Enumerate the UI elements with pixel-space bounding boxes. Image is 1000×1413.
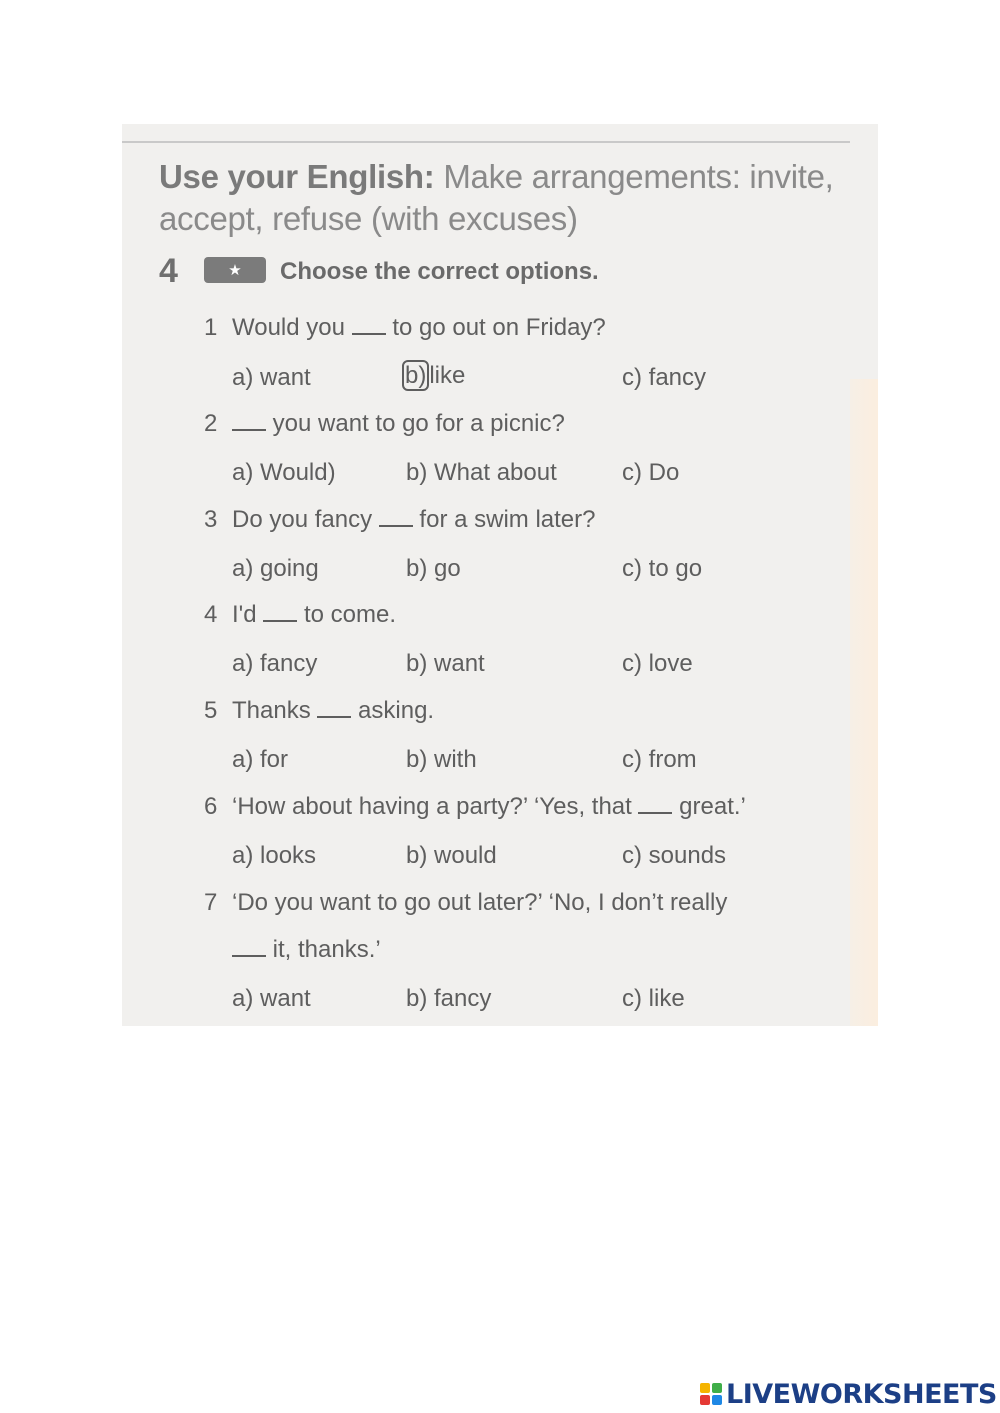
option-c[interactable]: c) from: [622, 746, 697, 773]
option-b[interactable]: b) want: [406, 650, 485, 677]
circled-answer: b): [402, 360, 429, 391]
option-c[interactable]: c) like: [622, 985, 685, 1012]
exercise-number: 4: [159, 252, 178, 290]
answer-blank[interactable]: [232, 411, 266, 431]
option-b[interactable]: b) would: [406, 842, 497, 869]
answer-blank[interactable]: [263, 602, 297, 622]
option-b[interactable]: b) like: [402, 362, 465, 390]
option-a[interactable]: a) for: [232, 746, 289, 773]
star-icon: ★: [204, 257, 266, 283]
answer-blank[interactable]: [352, 315, 386, 335]
option-c[interactable]: c) Do: [622, 459, 680, 486]
logo-square: [712, 1395, 722, 1405]
option-b[interactable]: b) with: [406, 746, 477, 773]
answer-blank[interactable]: [232, 937, 266, 957]
option-a[interactable]: a) Would): [232, 459, 336, 486]
option-a[interactable]: a) want: [232, 985, 311, 1012]
option-c[interactable]: c) to go: [622, 555, 703, 582]
option-b[interactable]: b) What about: [406, 459, 557, 486]
top-rule: [122, 141, 850, 143]
logo-square: [700, 1383, 710, 1393]
question-7: 7 ‘Do you want to go out later?’ ‘No, I don’t really: [204, 889, 728, 916]
section-heading: [159, 156, 849, 240]
answer-blank[interactable]: [379, 507, 413, 527]
question-7-continued: it, thanks.’: [232, 936, 381, 964]
option-c[interactable]: c) sounds: [622, 842, 727, 869]
question-2: 2 you want to go for a picnic?: [204, 410, 565, 437]
question-6: 6 ‘How about having a party?’ ‘Yes, that great.’: [204, 793, 746, 820]
option-c[interactable]: c) fancy: [622, 364, 707, 391]
instruction: Choose the correct options.: [280, 258, 599, 285]
logo-square: [712, 1383, 722, 1393]
option-a[interactable]: a) want: [232, 364, 311, 391]
option-b[interactable]: b) fancy: [406, 985, 492, 1012]
option-a[interactable]: a) looks: [232, 842, 317, 869]
logo-text: LIVEWORKSHEETS: [726, 1378, 997, 1410]
answer-blank[interactable]: [317, 698, 351, 718]
liveworksheets-logo: [700, 1377, 997, 1411]
worksheet-scan: [122, 124, 878, 1026]
question-3: 3 Do you fancy for a swim later?: [204, 506, 596, 533]
option-b[interactable]: b) go: [406, 555, 461, 582]
logo-icon: [700, 1383, 722, 1405]
option-a[interactable]: a) fancy: [232, 650, 318, 677]
question-5: 5 Thanks asking.: [204, 697, 435, 724]
heading-rest: Make arrangements: invite, accept, refuse (with excuses): [159, 158, 834, 237]
question-1: 1 Would you to go out on Friday?: [204, 314, 606, 341]
option-a[interactable]: a) going: [232, 555, 319, 582]
option-c[interactable]: c) love: [622, 650, 693, 677]
answer-blank[interactable]: [638, 794, 672, 814]
logo-square: [700, 1395, 710, 1405]
page-edge-shadow: [850, 379, 878, 1026]
question-4: 4 I'd to come.: [204, 601, 396, 628]
heading-bold: Use your English:: [159, 158, 435, 195]
